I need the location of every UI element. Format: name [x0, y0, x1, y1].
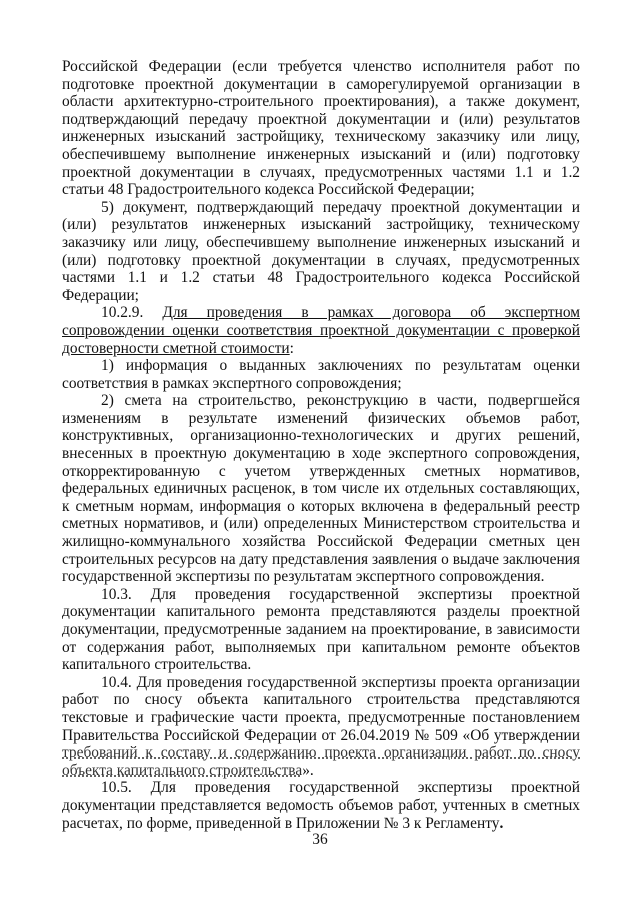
section-heading-colon: :: [289, 339, 294, 357]
section-heading-underlined: Для проведения в рамках договора об экспертном сопровождении оценки соответствия проектной документации с проверкой достоверности сметной стоимости: [62, 304, 580, 357]
section-10-5-text: 10.5. Для проведения государственной экспертизы проектной документации представляется ведомость объемов работ, учтенных в сметных расчетах, по форме, приведенной в Приложении № 3 к Регламенту: [62, 779, 580, 832]
section-10-5-period: .: [499, 814, 504, 832]
list-item-1: 1) информация о выданных заключениях по результатам оценки соответствия в рамках экспертного сопровождения;: [62, 357, 580, 392]
section-10-4-closing: ».: [302, 761, 314, 779]
section-10-2-9: [62, 304, 580, 357]
requirements-link[interactable]: требований к составу и содержанию проекта организации работ по сносу объекта капитального строительства: [62, 744, 580, 779]
document-body: [62, 58, 580, 832]
paragraph-continuation: Российской Федерации (если требуется членство исполнителя работ по подготовке проектной документации в саморегулируемой организации в области архитектурно-строительного проектирования), а также документ, подтверждающий передачу проектной документации и (или) результатов инженерных изысканий застройщику, техническому заказчику или лицу, обеспечившему выполнение инженерных изысканий и (или) подготовку проектной документации в случаях, предусмотренных частями 1.1 и 1.2 статьи 48 Градостроительного кодекса Российской Федерации;: [62, 58, 580, 199]
section-10-4-text: 10.4. Для проведения государственной экспертизы проекта организации работ по сносу объекта капитального строительства представляются текстовые и графические части проекта, предусмотренные постановлением Правительства Российской Федерации от 26.04.2019 № 509 «Об утверждении: [62, 673, 580, 744]
list-item-5: 5) документ, подтверждающий передачу проектной документации и (или) результатов инженерных изысканий застройщику, техническому заказчику или лицу, обеспечившему выполнение инженерных изысканий и (или) подготовку проектной документации в случаях, предусмотренных частями 1.1 и 1.2 статьи 48 Градостроительного кодекса Российской Федерации;: [62, 198, 580, 304]
section-number: 10.2.9.: [101, 304, 144, 322]
section-10-4: [62, 674, 580, 780]
section-10-3: 10.3. Для проведения государственной экспертизы проектной документации капитального ремонта представляются разделы проектной документации, предусмотренные заданием на проектирование, в зависимости от содержания работ, выполняемых при капитальном ремонте объектов капитального строительства.: [62, 585, 580, 674]
page-number: 36: [312, 831, 328, 848]
list-item-2: 2) смета на строительство, реконструкцию в части, подвергшейся изменениям в результате изменений физических объемов работ, конструктивных, организационно-технологических и других решений, внесенных в проектную документацию в ходе экспертного сопровождения, откорректированную с учетом утвержденных сметных нормативов, федеральных единичных расценок, в том числе их отдельных составляющих, к сметным нормам, информация о которых включена в федеральный реестр сметных нормативов, и (или) определенных Министерством строительства и жилищно-коммунального хозяйства Российской Федерации сметных цен строительных ресурсов на дату представления заявления о выдаче заключения государственной экспертизы по результатам экспертного сопровождения.: [62, 392, 580, 586]
section-10-5: [62, 779, 580, 832]
